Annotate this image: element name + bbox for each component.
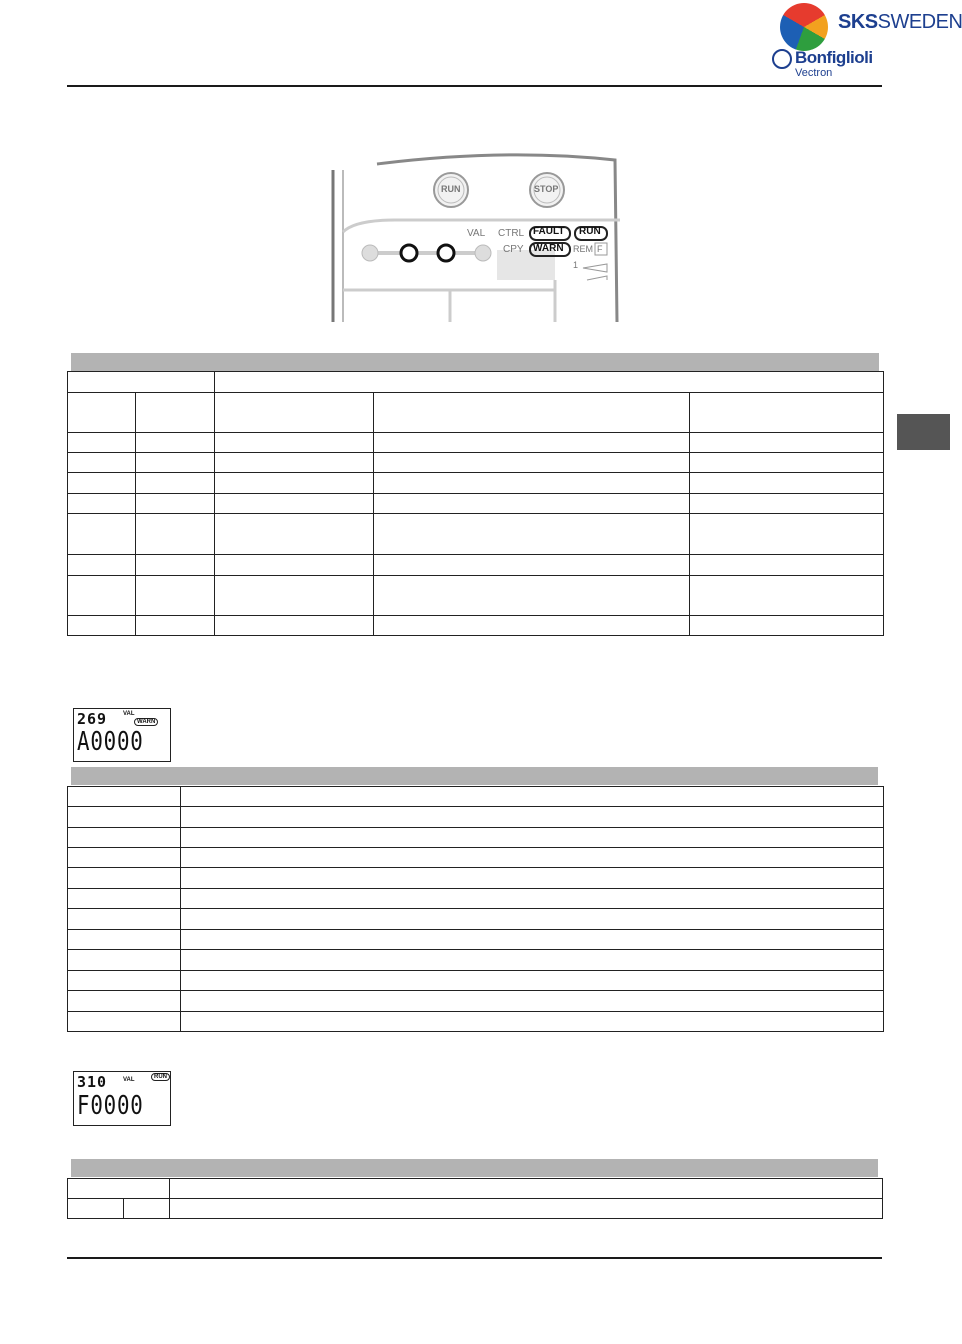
bonfiglioli-logo: Bonfiglioli [795,48,873,67]
table1-cell [215,372,884,393]
table-row [68,1012,884,1032]
table-row [68,1199,883,1219]
lcd-warning-display [73,708,171,762]
one-label: 1 [573,260,579,270]
table-row [68,473,884,494]
table-row [68,848,884,868]
logo-sweden-text: SWEDEN [877,11,962,33]
table-row [68,889,884,909]
table-row [68,950,884,971]
table-row [68,787,884,807]
arrow-down-key-marker [401,245,417,261]
lcd-code: F0000 [77,1091,144,1121]
sks-logo-mark [780,3,828,51]
table2-header-bar [71,767,878,785]
run-indicator: RUN [579,226,601,237]
table-row [68,616,884,636]
lcd-warn-indicator: WARN [134,718,158,726]
table-row [68,514,884,555]
table-row [68,433,884,453]
lcd-val-label: VAL [123,711,135,717]
warn-indicator: WARN [533,243,564,254]
table1-cell [68,372,215,393]
chapter-side-tab [897,414,950,450]
table-row [68,494,884,514]
table3-header-bar [71,1159,878,1177]
sks-sweden-logo [838,11,962,34]
table-row [68,930,884,950]
table-row [68,909,884,930]
table-row [68,393,884,433]
table1 [67,371,884,636]
vectron-logo-text: Vectron [795,67,833,79]
table-row [68,991,884,1012]
table-row [68,1179,883,1199]
footer-rule [67,1257,882,1259]
f-label: F [597,244,603,254]
lcd-param-number: 310 [77,1073,108,1091]
lcd-code: A0000 [77,727,144,757]
lcd-val-label: VAL [123,1077,135,1083]
table-row [68,807,884,828]
fault-indicator: FAULT [533,226,565,237]
table1-header-bar [71,353,879,371]
table-row [68,576,884,616]
copy-label: CPY [503,244,524,255]
run-key[interactable]: RUN [441,184,461,194]
table2 [67,786,884,1032]
lcd-param-number: 269 [77,710,108,728]
val-label: VAL [467,228,486,239]
rem-label: REM [573,244,593,254]
bonfiglioli-emblem-icon [772,49,792,69]
table-row [68,828,884,848]
table-row [68,453,884,473]
logo-sks-text: SKS [838,11,878,33]
table-row [68,555,884,576]
lcd-fault-display [73,1071,171,1126]
arrow-up-key-marker [438,245,454,261]
table-row [68,971,884,991]
stop-key[interactable]: STOP [534,184,559,194]
lcd-run-indicator: RUN [151,1073,170,1081]
table-row [68,868,884,889]
ctrl-label: CTRL [498,228,525,239]
table3 [67,1178,883,1219]
header-rule [67,85,882,87]
